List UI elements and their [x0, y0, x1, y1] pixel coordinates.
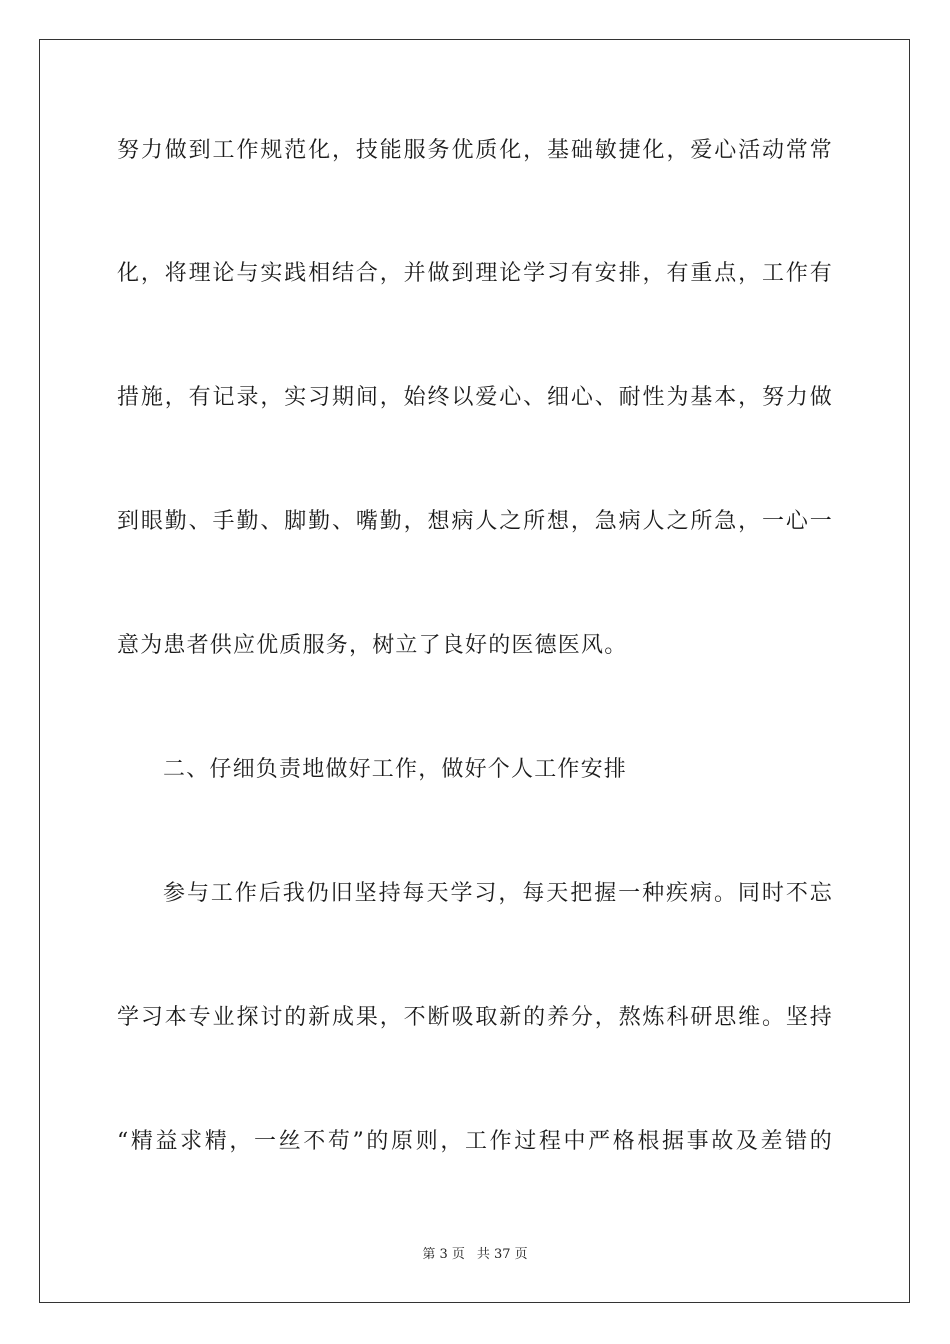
- body-text-line: 到眼勤、手勤、脚勤、嘴勤，想病人之所想，急病人之所急，一心一: [117, 509, 833, 534]
- body-text-line: 学习本专业探讨的新成果，不断吸取新的养分，熬炼科研思维。坚持: [117, 1005, 833, 1030]
- body-text-line: “精益求精，一丝不苟”的原则，工作过程中严格根据事故及差错的: [117, 1129, 833, 1154]
- page-number: 第 3 页: [422, 1247, 465, 1262]
- body-text-line: 努力做到工作规范化，技能服务优质化，基础敏捷化，爱心活动常常: [117, 138, 833, 163]
- body-text-line: 措施，有记录，实习期间，始终以爱心、细心、耐性为基本，努力做: [117, 385, 833, 410]
- page-footer: [0, 1246, 950, 1264]
- page-total: 共 37 页: [476, 1247, 528, 1262]
- page-border: [39, 39, 910, 1303]
- body-text-line: 化，将理论与实践相结合，并做到理论学习有安排，有重点，工作有: [117, 261, 833, 286]
- body-text-line: 参与工作后我仍旧坚持每天学习，每天把握一种疾病。同时不忘: [163, 881, 833, 906]
- body-text-line: 意为患者供应优质服务，树立了良好的医德医风。: [117, 633, 628, 658]
- section-heading: 二、仔细负责地做好工作，做好个人工作安排: [163, 757, 628, 782]
